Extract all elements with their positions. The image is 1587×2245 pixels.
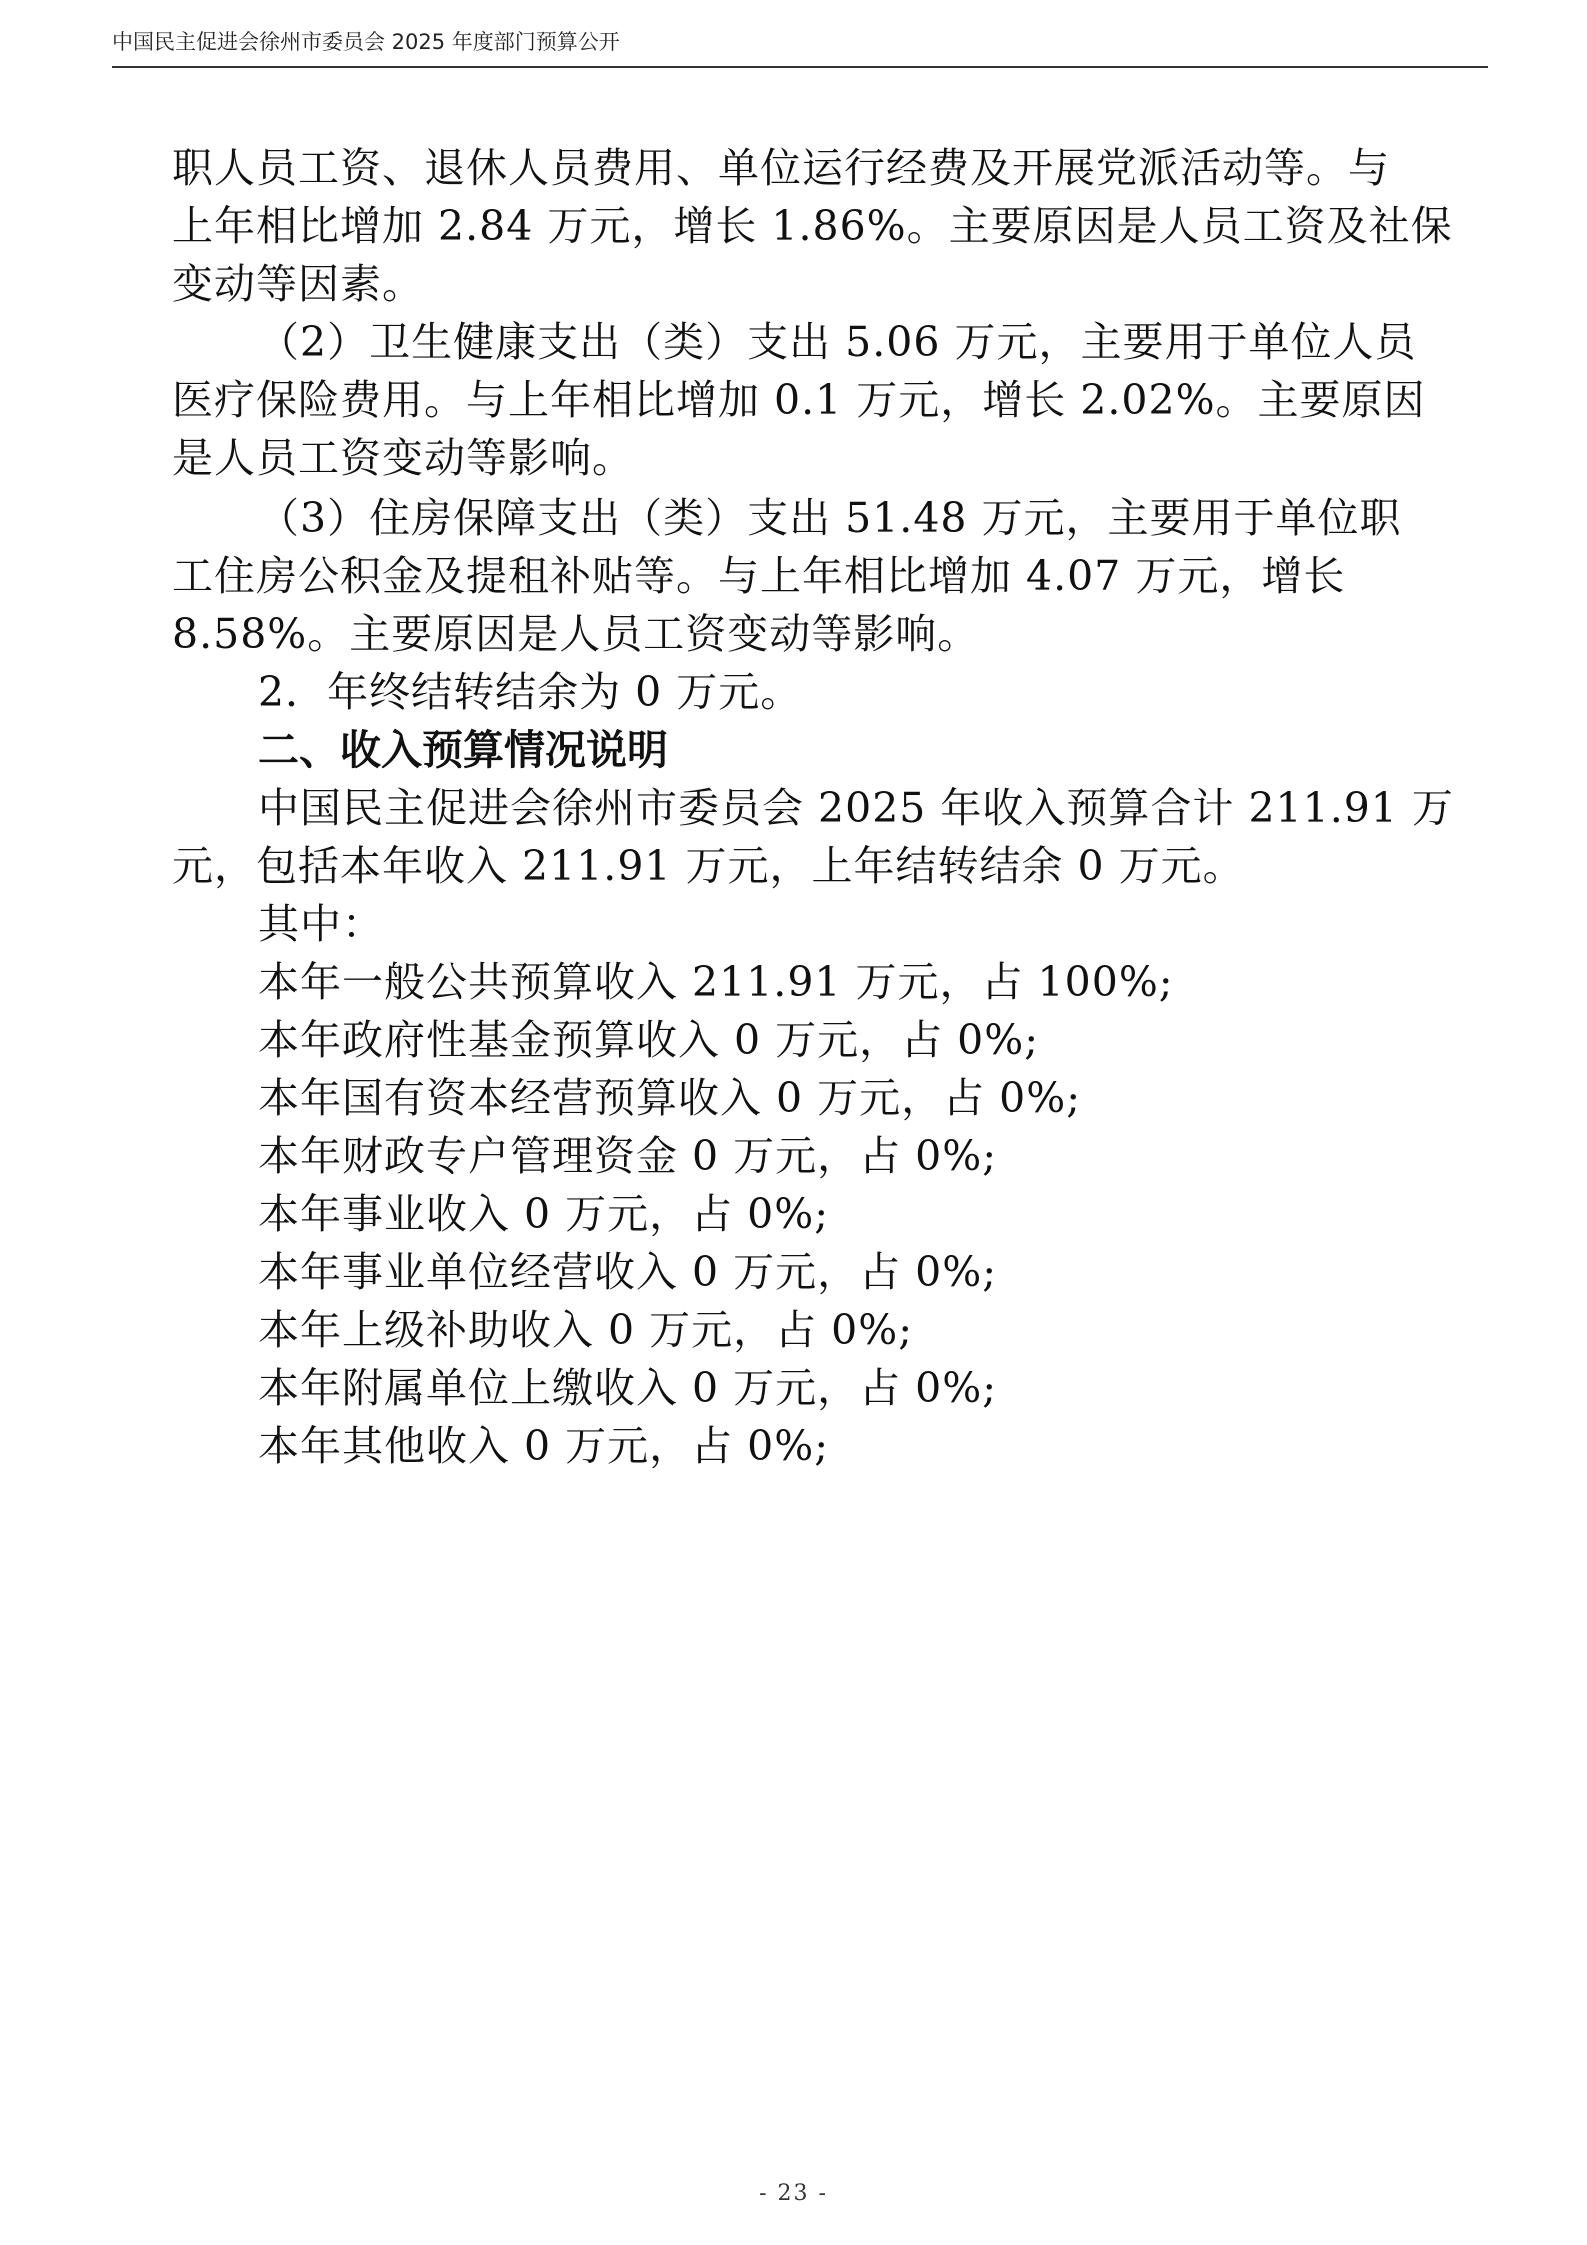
running-header (112, 28, 1488, 68)
paragraph-line: 2．年终结转结余为 0 万元。 (258, 668, 803, 716)
paragraph-line: 变动等因素。 (172, 260, 424, 308)
income-item: 本年上级补助收入 0 万元，占 0%; (258, 1306, 914, 1354)
paragraph-line: 中国民主促进会徐州市委员会 2025 年收入预算合计 211.91 万 (258, 784, 1454, 832)
paragraph-line: （3）住房保障支出（类）支出 51.48 万元，主要用于单位职 (258, 494, 1402, 542)
section-heading: 二、收入预算情况说明 (258, 726, 668, 774)
paragraph-line: 8.58%。主要原因是人员工资变动等影响。 (172, 610, 980, 658)
running-header-title: 中国民主促进会徐州市委员会 2025 年度部门预算公开 (112, 30, 620, 54)
paragraph-line: 元，包括本年收入 211.91 万元，上年结转结余 0 万元。 (172, 842, 1245, 890)
income-item: 本年事业收入 0 万元，占 0%; (258, 1190, 830, 1238)
income-item: 本年其他收入 0 万元，占 0%; (258, 1422, 830, 1470)
income-item: 本年一般公共预算收入 211.91 万元，占 100%; (258, 958, 1174, 1006)
page-number: - 23 - (759, 2181, 828, 2206)
paragraph-line: （2）卫生健康支出（类）支出 5.06 万元，主要用于单位人员 (258, 318, 1417, 366)
income-item: 本年事业单位经营收入 0 万元，占 0%; (258, 1248, 998, 1296)
paragraph-line: 职人员工资、退休人员费用、单位运行经费及开展党派活动等。与 (172, 144, 1390, 192)
paragraph-line: 工住房公积金及提租补贴等。与上年相比增加 4.07 万元，增长 (172, 552, 1346, 600)
paragraph-line: 其中： (258, 900, 384, 948)
paragraph-line: 是人员工资变动等影响。 (172, 434, 634, 482)
income-item: 本年财政专户管理资金 0 万元，占 0%; (258, 1132, 998, 1180)
paragraph-line: 医疗保险费用。与上年相比增加 0.1 万元，增长 2.02%。主要原因 (172, 376, 1426, 424)
paragraph-line: 上年相比增加 2.84 万元，增长 1.86%。主要原因是人员工资及社保 (172, 202, 1453, 250)
income-item: 本年国有资本经营预算收入 0 万元，占 0%; (258, 1074, 1082, 1122)
income-item: 本年附属单位上缴收入 0 万元，占 0%; (258, 1364, 998, 1412)
income-item: 本年政府性基金预算收入 0 万元，占 0%; (258, 1016, 1040, 1064)
